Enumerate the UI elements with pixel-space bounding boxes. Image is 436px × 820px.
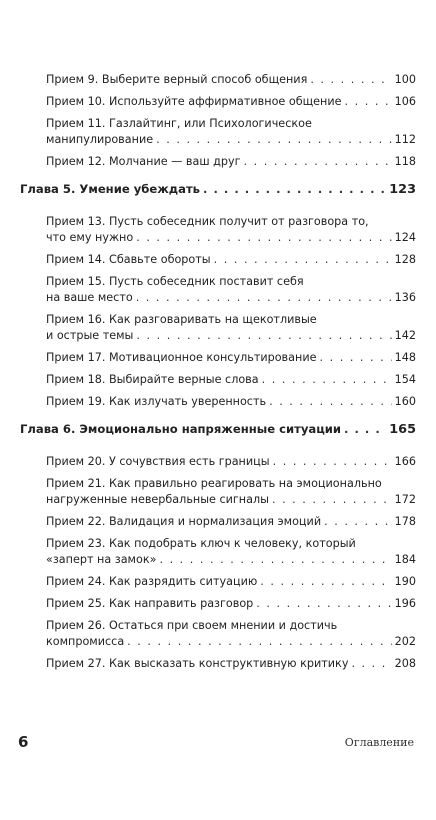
toc-entry-line [20,214,416,230]
toc-entry-line [20,350,416,366]
toc-entry [20,536,416,568]
toc-entry-line [20,514,416,530]
entry-title: Прием 27. Как высказать конструктивную критику [46,657,349,670]
toc-entry-line [20,634,416,650]
toc-group-2 [20,214,416,410]
dot-leader [203,180,386,198]
toc-entry [20,454,416,470]
chapter-page-number: 165 [389,422,416,437]
toc-entry [20,154,416,170]
toc-entry-line [20,476,416,492]
dot-leader [136,230,391,246]
entry-title: Прием 11. Газлайтинг, или Психологическое [46,117,312,130]
toc-entry-line [20,394,416,410]
toc-entry [20,656,416,672]
entry-title: и острые темы [46,329,134,342]
entry-page-number: 124 [394,231,416,244]
running-head: Оглавление [344,736,414,749]
toc-entry-line [20,596,416,612]
toc-entry [20,94,416,110]
entry-page-number: 166 [394,455,416,468]
entry-page-number: 208 [394,657,416,670]
dot-leader [345,94,392,110]
dot-leader [273,454,392,470]
entry-page-number: 196 [394,597,416,610]
toc-entry-line [20,274,416,290]
entry-page-number: 142 [394,329,416,342]
toc-entry-line [20,328,416,344]
table-of-contents [20,72,416,678]
entry-title: на ваше место [46,291,133,304]
entry-title: Прием 18. Выбирайте верные слова [46,373,259,386]
page-number: 6 [18,733,29,751]
toc-entry-line [20,618,416,634]
entry-page-number: 100 [394,73,416,86]
toc-entry [20,72,416,88]
toc-entry [20,514,416,530]
toc-entry-line [20,312,416,328]
entry-title: нагруженные невербальные сигналы [46,493,269,506]
toc-entry [20,274,416,306]
dot-leader [351,656,391,672]
dot-leader [136,328,391,344]
dot-leader [262,372,392,388]
entry-title: Прием 14. Сбавьте обороты [46,253,211,266]
chapter-title: Глава 5. Умение убеждать [20,182,201,196]
dot-leader [310,72,391,88]
entry-title: Прием 23. Как подобрать ключ к человеку, который [46,537,356,550]
dot-leader [319,350,391,366]
dot-leader [127,634,391,650]
entry-title: что ему нужно [46,231,134,244]
dot-leader [243,154,391,170]
entry-page-number: 106 [394,95,416,108]
toc-entry [20,372,416,388]
chapter-title: Глава 6. Эмоционально напряженные ситуации [20,422,342,436]
entry-title: компромисса [46,635,125,648]
toc-entry-line [20,116,416,132]
entry-title: Прием 12. Молчание — ваш друг [46,155,241,168]
toc-entry-line [20,656,416,672]
entry-page-number: 190 [394,575,416,588]
toc-entry-line [20,154,416,170]
toc-entry-line [20,492,416,508]
dot-leader [272,492,392,508]
toc-entry-line [20,252,416,268]
toc-chapter-line [20,180,416,198]
entry-title: «заперт на замок» [46,553,157,566]
entry-title: Прием 15. Пусть собеседник поставит себя [46,275,304,288]
entry-page-number: 154 [394,373,416,386]
entry-page-number: 118 [394,155,416,168]
entry-page-number: 172 [394,493,416,506]
entry-page-number: 202 [394,635,416,648]
dot-leader [159,552,391,568]
toc-entry-line [20,536,416,552]
toc-entry [20,252,416,268]
dot-leader [136,290,392,306]
toc-chapter-5 [20,180,416,198]
entry-title: манипулирование [46,133,154,146]
entry-title: Прием 9. Выберите верный способ общения [46,73,308,86]
toc-entry-line [20,230,416,246]
toc-entry [20,350,416,366]
toc-entry [20,394,416,410]
entry-page-number: 128 [394,253,416,266]
entry-title: Прием 17. Мотивационное консультирование [46,351,317,364]
entry-page-number: 184 [394,553,416,566]
toc-entry [20,116,416,148]
toc-entry [20,214,416,246]
entry-page-number: 148 [394,351,416,364]
entry-title: Прием 25. Как направить разговор [46,597,254,610]
toc-chapter-6 [20,420,416,438]
toc-chapter-line [20,420,416,438]
dot-leader [256,596,391,612]
toc-entry-line [20,372,416,388]
toc-group-1 [20,72,416,170]
dot-leader [269,394,392,410]
toc-entry-line [20,552,416,568]
toc-entry-line [20,574,416,590]
toc-entry [20,476,416,508]
toc-entry [20,574,416,590]
dot-leader [156,132,392,148]
entry-page-number: 112 [394,133,416,146]
entry-title: Прием 22. Валидация и нормализация эмоций [46,515,322,528]
toc-entry-line [20,454,416,470]
entry-title: Прием 10. Используйте аффирмативное общение [46,95,342,108]
dot-leader [344,420,386,438]
entry-page-number: 178 [394,515,416,528]
entry-title: Прием 26. Остаться при своем мнении и достичь [46,619,338,632]
chapter-page-number: 123 [389,182,416,197]
entry-page-number: 136 [394,291,416,304]
dot-leader [324,514,392,530]
dot-leader [214,252,392,268]
entry-title: Прием 21. Как правильно реагировать на эмоционально [46,477,382,490]
toc-entry-line [20,132,416,148]
entry-title: Прием 16. Как разговаривать на щекотливые [46,313,317,326]
toc-entry [20,312,416,344]
toc-entry [20,596,416,612]
entry-page-number: 160 [394,395,416,408]
entry-title: Прием 24. Как разрядить ситуацию [46,575,258,588]
entry-title: Прием 13. Пусть собеседник получит от разговора то, [46,215,369,228]
toc-entry-line [20,94,416,110]
toc-entry-line [20,290,416,306]
toc-group-3 [20,454,416,672]
toc-entry [20,618,416,650]
entry-title: Прием 20. У сочувствия есть границы [46,455,270,468]
entry-title: Прием 19. Как излучать уверенность [46,395,267,408]
dot-leader [260,574,391,590]
toc-entry-line [20,72,416,88]
